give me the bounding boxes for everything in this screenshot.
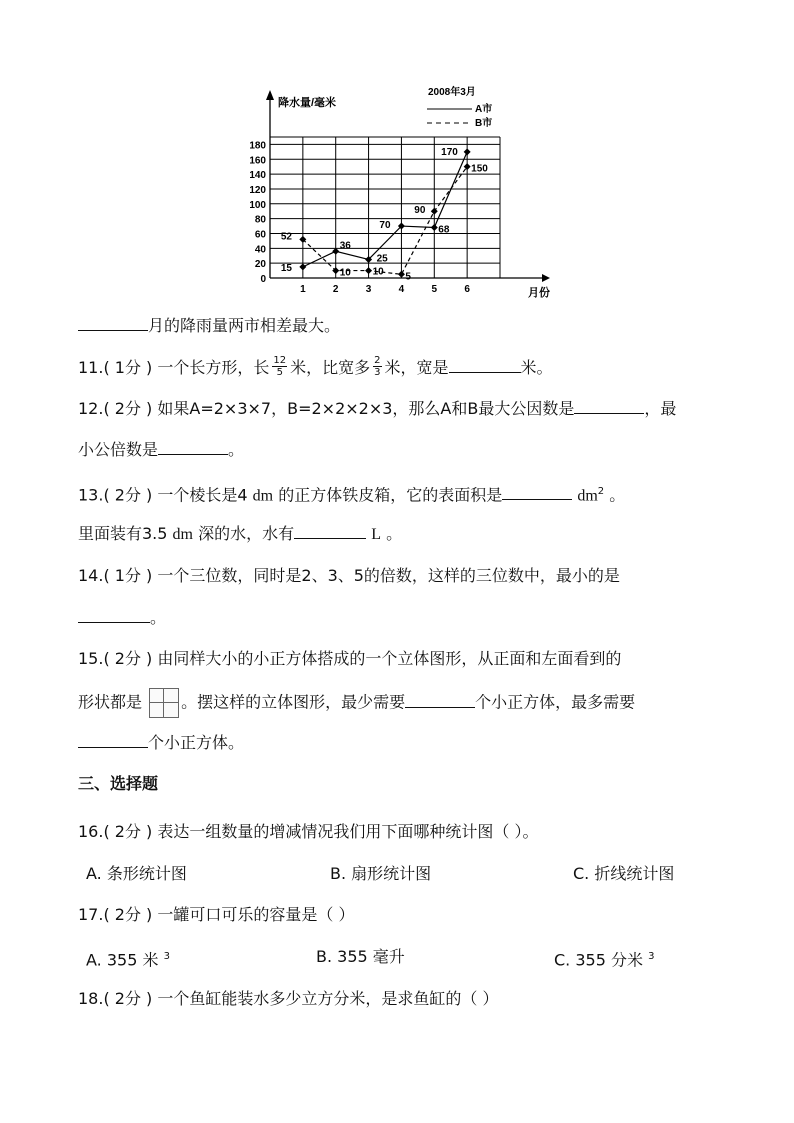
data-label-a: 68 — [438, 224, 450, 236]
q16-score: ( 2分 ) — [103, 822, 153, 841]
question-10 — [78, 314, 340, 337]
data-label-a: 25 — [376, 253, 388, 265]
q12-text-1: 如果A=2×3×7，B=2×2×2×3，那么A和B最大公因数是 — [157, 399, 575, 418]
q11-text-3: 米，宽是 — [384, 358, 449, 377]
q17-number: 17. — [78, 905, 104, 924]
q11-text-4: 米。 — [520, 358, 553, 377]
unit-dm2: dm — [577, 487, 598, 505]
answer-blank[interactable] — [405, 691, 475, 708]
q18-score: ( 2分 ) — [103, 989, 153, 1008]
data-label-a: 15 — [280, 262, 292, 274]
q12-number: 12. — [78, 399, 104, 418]
q18-text: 一个鱼缸能装水多少立方分米，是求鱼缸的（ ） — [157, 989, 499, 1008]
answer-blank[interactable] — [78, 314, 148, 331]
q16-option-c[interactable]: C. 折线统计图 — [573, 864, 675, 883]
q16-option-a[interactable]: A. 条形统计图 — [86, 864, 187, 883]
data-label-b: 90 — [414, 205, 426, 217]
y-tick-label: 180 — [249, 140, 266, 152]
answer-blank[interactable] — [78, 731, 148, 748]
data-point-marker — [365, 267, 372, 274]
q14-score: ( 1分 ) — [103, 566, 153, 585]
q18-number: 18. — [78, 989, 104, 1008]
q17-option-c[interactable]: C. 355 分米 $^3$ — [554, 950, 655, 970]
data-label-a: 170 — [441, 146, 458, 158]
data-point-marker — [332, 248, 339, 255]
data-label-b: 5 — [405, 271, 411, 283]
data-point-marker — [398, 271, 405, 278]
q11-score: ( 1分 ) — [103, 358, 153, 377]
answer-blank[interactable] — [449, 356, 521, 373]
q17-text: 一罐可口可乐的容量是（ ） — [157, 905, 355, 924]
question-12 — [78, 397, 676, 420]
y-axis-title: 降水量/毫米 — [278, 97, 337, 109]
y-tick-label: 60 — [254, 229, 266, 241]
fraction-12-5: $\frac{12}{5}$ — [273, 355, 287, 378]
q15-text-2: 形状都是 — [78, 692, 143, 712]
answer-blank[interactable] — [294, 522, 366, 539]
q17-option-b[interactable]: B. 355 毫升 — [316, 947, 405, 966]
q11-number: 11. — [78, 358, 104, 377]
data-label-b: 10 — [339, 267, 351, 279]
q15-score: ( 2分 ) — [103, 649, 153, 668]
question-12-cont — [78, 438, 244, 461]
q13-score: ( 2分 ) — [103, 485, 153, 505]
y-tick-label: 80 — [254, 214, 266, 226]
q12-text-3: 小公倍数是 — [78, 440, 159, 459]
question-14-cont: 。 — [78, 606, 166, 629]
y-tick-label: 120 — [249, 184, 266, 196]
answer-blank[interactable] — [574, 397, 644, 414]
answer-blank[interactable] — [158, 438, 228, 455]
series-line-a — [303, 152, 467, 267]
x-tick-label: 1 — [300, 284, 306, 295]
q17-option-a[interactable]: A. 355 米 $^3$ — [86, 950, 170, 970]
q11-text-2: 米，比宽多 — [290, 358, 371, 377]
y-tick-label: 0 — [260, 274, 266, 285]
answer-blank[interactable] — [502, 483, 572, 500]
chart-title: 2008年3月 — [428, 87, 476, 98]
question-14 — [78, 565, 620, 587]
q12-text-2: ，最 — [644, 399, 677, 418]
y-tick-label: 140 — [249, 170, 266, 182]
data-point-marker — [299, 263, 306, 270]
square-grid-icon — [149, 688, 179, 718]
question-15 — [78, 648, 621, 670]
y-tick-label: 40 — [254, 244, 266, 256]
x-tick-label: 3 — [365, 284, 372, 295]
q12-text-4: 。 — [228, 440, 245, 459]
q14-text-1: 一个三位数，同时是2、3、5的倍数，这样的三位数中，最小的是 — [157, 566, 620, 585]
unit-liter: L — [371, 526, 381, 543]
q16-text: 表达一组数量的增减情况我们用下面哪种统计图（ ）。 — [157, 822, 539, 841]
q15-number: 15. — [78, 649, 104, 668]
q16-option-b[interactable]: B. 扇形统计图 — [330, 864, 432, 883]
legend-label-b: B市 — [475, 118, 493, 129]
q10-text: 月的降雨量两市相差最大。 — [148, 316, 341, 335]
question-13: 13.( 2分 ) 一个棱长是4 dm 的正方体铁皮箱，它的表面积是 $dm^2$ 。 — [78, 485, 626, 505]
question-17 — [78, 904, 354, 926]
x-tick-label: 4 — [398, 284, 405, 295]
q15-text-4: 个小正方体，最多需要 — [475, 692, 636, 712]
rainfall-line-chart — [222, 82, 562, 302]
question-18 — [78, 988, 498, 1010]
x-axis-arrow — [542, 274, 550, 282]
question-15-cont-2: 个小正方体。 — [78, 731, 244, 754]
answer-blank[interactable] — [78, 606, 150, 623]
q13-number: 13. — [78, 485, 104, 505]
question-16 — [78, 821, 538, 843]
q13-text-5: 深的水，水有 — [198, 524, 295, 543]
q14-number: 14. — [78, 566, 104, 585]
q13-text-1: 一个棱长是4 — [157, 485, 248, 505]
x-tick-label: 2 — [332, 284, 339, 295]
section-heading: 三、选择题 — [78, 774, 159, 793]
x-axis-title: 月份 — [528, 287, 550, 299]
q15-text-3: 。摆这样的立体图形，最少需要 — [181, 692, 406, 712]
q11-text-1: 一个长方形，长 — [157, 358, 270, 377]
y-axis-arrow — [266, 90, 274, 100]
q17-score: ( 2分 ) — [103, 905, 153, 924]
x-tick-label: 5 — [431, 284, 438, 295]
fraction-2-3: $\frac{2}{3}$ — [374, 355, 381, 378]
data-point-marker — [431, 224, 438, 231]
data-label-b: 52 — [280, 231, 292, 243]
question-11 — [78, 356, 553, 380]
data-point-marker — [332, 267, 339, 274]
data-point-marker — [464, 148, 471, 155]
q12-score: ( 2分 ) — [103, 399, 153, 418]
data-label-a: 70 — [379, 220, 391, 232]
data-label-a: 36 — [339, 240, 351, 252]
q13-text-2: 的正方体铁皮箱，它的表面积是 — [278, 485, 503, 505]
unit-dm: dm — [172, 526, 193, 543]
q16-number: 16. — [78, 822, 104, 841]
y-tick-label: 160 — [249, 155, 266, 167]
legend-label-a: A市 — [475, 104, 493, 115]
question-13-cont: 里面装有3.5 dm 深的水，水有 L 。 — [78, 524, 403, 543]
y-tick-label: 100 — [249, 199, 266, 211]
unit-dm: dm — [252, 487, 274, 505]
data-label-b: 10 — [372, 266, 384, 278]
y-tick-label: 20 — [254, 259, 266, 271]
q15-text-1: 由同样大小的小正方体搭成的一个立体图形，从正面和左面看到的 — [157, 649, 622, 668]
x-tick-label: 6 — [464, 284, 470, 295]
q13-text-4: 里面装有3.5 — [78, 524, 168, 543]
data-label-b: 150 — [471, 163, 488, 175]
question-15-cont — [78, 688, 635, 718]
